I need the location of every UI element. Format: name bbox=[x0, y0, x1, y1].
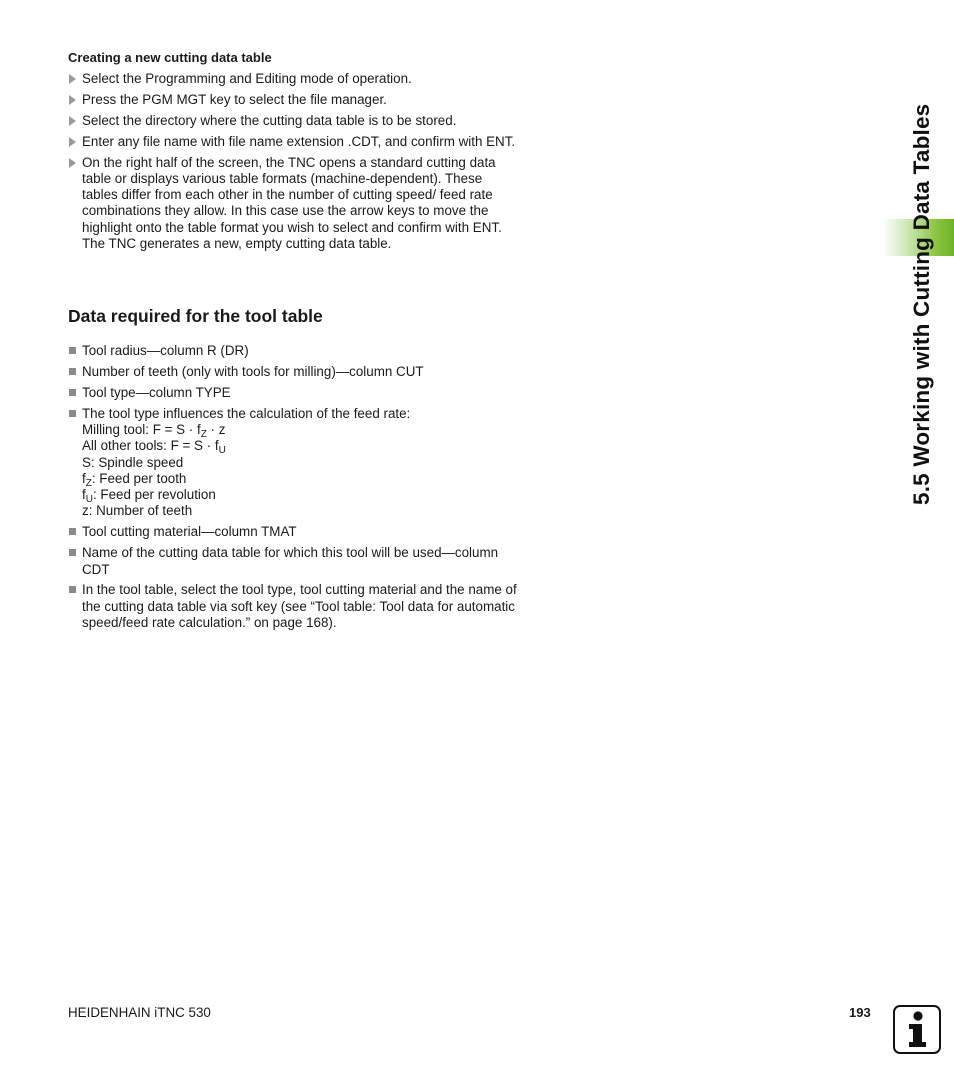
list-item: Name of the cutting data table for which this tool will be used—column CDT bbox=[68, 545, 518, 578]
feed-rate-intro: The tool type influences the calculation of the feed rate: bbox=[82, 405, 411, 421]
step-item: Press the PGM MGT key to select the file manager. bbox=[68, 92, 518, 108]
list-item: In the tool table, select the tool type, tool cutting material and the name of the cutting data table via soft key (see “Tool table: Tool data for automatic speed/feed rate calculation.” on page 168). bbox=[68, 582, 518, 631]
arrow-bullet-icon bbox=[69, 116, 76, 126]
footer-product: HEIDENHAIN iTNC 530 bbox=[68, 1005, 211, 1020]
section-heading: Creating a new cutting data table bbox=[68, 50, 272, 65]
arrow-bullet-icon bbox=[69, 137, 76, 147]
info-icon bbox=[893, 1005, 941, 1054]
other-tools-formula: All other tools: $F = S \cdot f_U$ bbox=[82, 438, 226, 457]
square-bullet-icon bbox=[69, 528, 76, 535]
step-item: Select the directory where the cutting data table is to be stored. bbox=[68, 113, 518, 129]
list-item: Tool cutting material—column TMAT bbox=[68, 524, 518, 540]
square-bullet-icon bbox=[69, 549, 76, 556]
arrow-bullet-icon bbox=[69, 158, 76, 168]
feed-per-tooth-def: $f_Z$: Feed per tooth bbox=[82, 470, 187, 489]
list-item: Tool type—column TYPE bbox=[68, 385, 518, 401]
page-number: 193 bbox=[849, 1005, 871, 1020]
step-item: On the right half of the screen, the TNC opens a standard cutting data table or displays various table formats (machine-dependent). These tables differ from each other in the number of cutting speed/ feed rate combinations they allow. In this case use the arrow keys to move the highlight onto the table format you wish to select and confirm with ENT. The TNC generates a new, empty cutting data table. bbox=[68, 155, 518, 253]
spindle-speed-def: S: Spindle speed bbox=[82, 454, 184, 470]
tool-table-heading: Data required for the tool table bbox=[68, 306, 323, 326]
step-list bbox=[68, 71, 518, 257]
square-bullet-icon bbox=[69, 347, 76, 354]
milling-formula: Milling tool: $F = S \cdot f_Z \cdot z$ bbox=[82, 421, 226, 440]
feed-per-revolution-def: $f_U$: Feed per revolution bbox=[82, 487, 216, 506]
square-bullet-icon bbox=[69, 368, 76, 375]
step-item: Select the Programming and Editing mode of operation. bbox=[68, 71, 518, 87]
step-item: Enter any file name with file name extension .CDT, and confirm with ENT. bbox=[68, 134, 518, 150]
feed-rate-item bbox=[68, 406, 518, 520]
square-bullet-icon bbox=[69, 389, 76, 396]
square-bullet-icon bbox=[69, 410, 76, 417]
list-item: Number of teeth (only with tools for milling)—column CUT bbox=[68, 364, 518, 380]
arrow-bullet-icon bbox=[69, 95, 76, 105]
list-item: Tool radius—column R (DR) bbox=[68, 343, 518, 359]
tool-table-list bbox=[68, 343, 518, 636]
number-of-teeth-def: z: Number of teeth bbox=[82, 503, 193, 519]
info-glyph-icon bbox=[895, 1007, 939, 1052]
square-bullet-icon bbox=[69, 586, 76, 593]
arrow-bullet-icon bbox=[69, 74, 76, 84]
chapter-title: 5.5 Working with Cutting Data Tables bbox=[909, 103, 934, 505]
